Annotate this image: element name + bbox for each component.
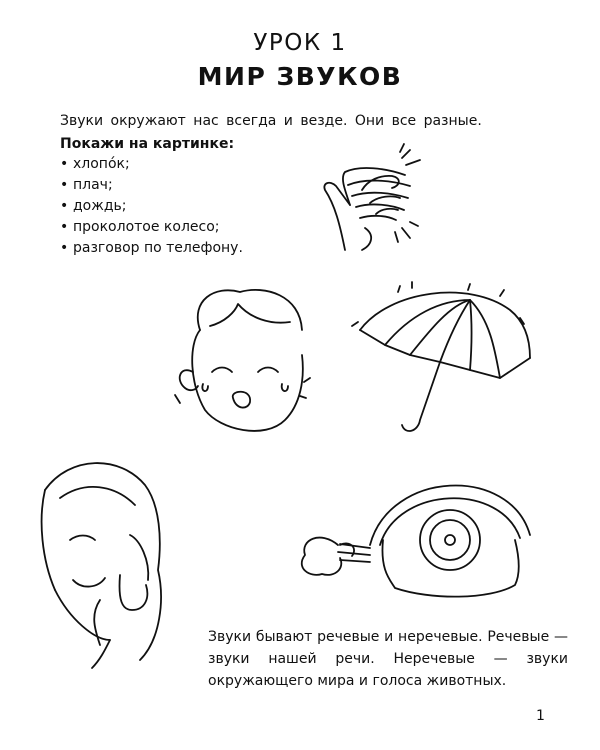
list-item: • разговор по телефону. bbox=[60, 238, 243, 259]
girl-on-phone-icon bbox=[42, 463, 161, 668]
clapping-hands-icon bbox=[324, 144, 420, 250]
crying-boy-icon bbox=[175, 290, 310, 431]
list-item: • проколотое колесо; bbox=[60, 217, 243, 238]
lesson-title: МИР ЗВУКОВ bbox=[197, 62, 403, 91]
lesson-number: УРОК 1 bbox=[253, 30, 347, 56]
list-item: • плач; bbox=[60, 175, 243, 196]
info-paragraph: Звуки бывают речевые и неречевые. Речевые — звуки нашей речи. Неречевые — звуки окружающего мира и голоса животных. bbox=[208, 629, 568, 689]
task-heading: Покажи на картинке: bbox=[60, 136, 235, 152]
umbrella-icon bbox=[352, 282, 530, 431]
intro-text: Звуки окружают нас всегда и везде. Они все разные. bbox=[60, 113, 482, 129]
page-number: 1 bbox=[536, 708, 545, 724]
list-item: • хлопо́к; bbox=[60, 154, 243, 175]
flat-tire-icon bbox=[302, 485, 530, 596]
list-item: • дождь; bbox=[60, 196, 243, 217]
